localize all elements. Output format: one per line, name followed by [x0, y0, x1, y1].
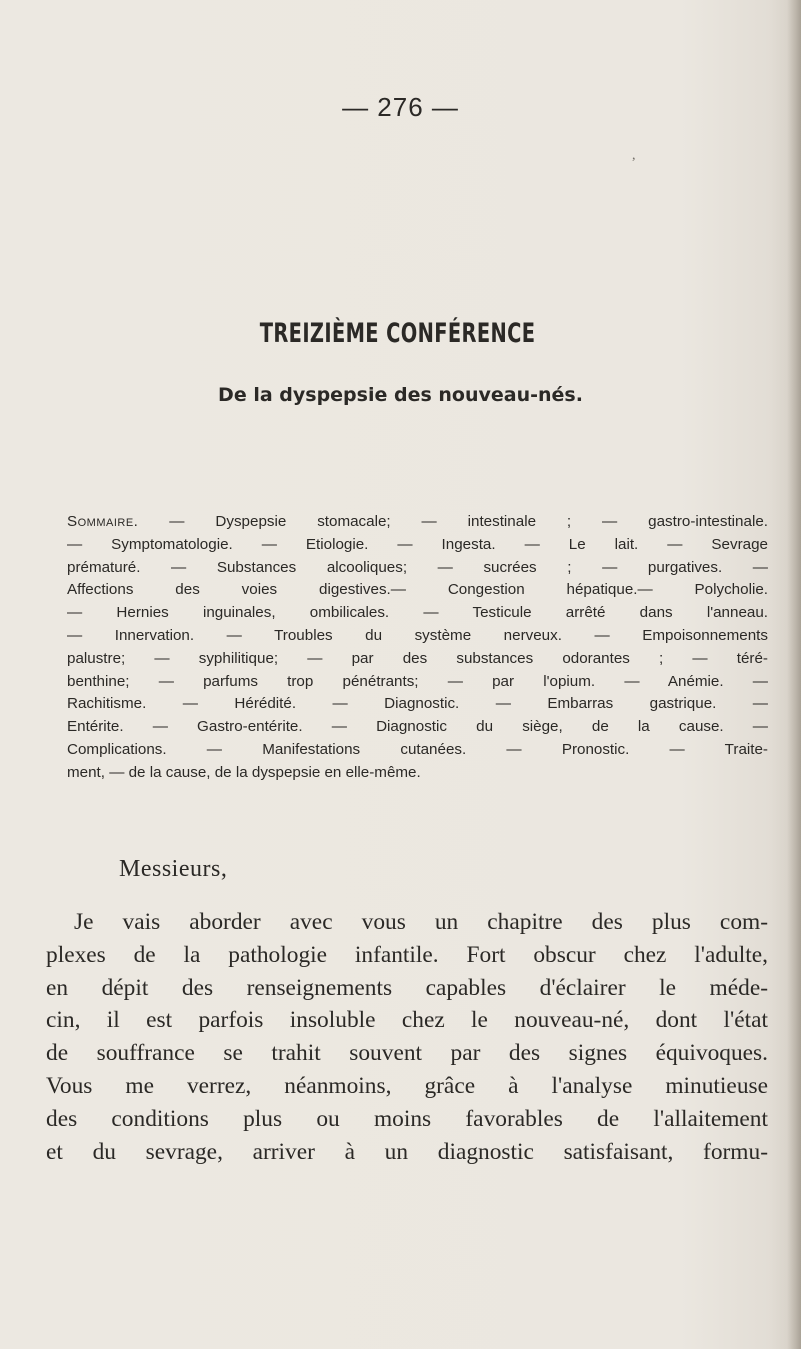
summary-label: Sommaire. — [67, 513, 139, 530]
body-line: Je vais aborder avec vous un chapitre des plus com- — [74, 909, 768, 935]
chapter-subtitle: De la dyspepsie des nouveau-nés. — [218, 384, 583, 406]
summary-line — [46, 511, 768, 534]
body-line: et du sevrage, arriver à un diagnostic satisfaisant, formu- — [46, 1138, 768, 1165]
summary-line: Complications. — Manifestations cutanées. — Pronostic. — Traite- — [67, 740, 768, 758]
body-line: des conditions plus ou moins favorables de l'allaitement — [46, 1105, 768, 1132]
summary-line: prématuré. — Substances alcooliques; — sucrées ; — purgatives. — — [67, 558, 768, 576]
summary-line: — Hernies inguinales, ombilicales. — Testicule arrêté dans l'anneau. — [67, 604, 768, 622]
summary-line: — Symptomatologie. — Etiologie. — Ingesta. — Le lait. — Sevrage — [67, 535, 768, 553]
body-line: en dépit des renseignements capables d'éclairer le méde- — [46, 974, 768, 1001]
body-line: plexes de la pathologie infantile. Fort obscur chez l'adulte, — [46, 941, 768, 968]
summary-line: — Innervation. — Troubles du système nerveux. — Empoisonnements — [67, 626, 768, 644]
body-line: cin, il est parfois insoluble chez le nouveau-né, dont l'état — [46, 1007, 768, 1034]
summary-line: Entérite. — Gastro-entérite. — Diagnostic du siège, de la cause. — — [67, 718, 768, 736]
page-number: — 276 — — [342, 92, 459, 122]
page-edge-shadow — [787, 0, 801, 1349]
summary-block — [46, 511, 768, 785]
summary-line: ment, — de la cause, de la dyspepsie en elle-même. — [67, 763, 421, 781]
summary-line: palustre; — syphilitique; — par des substances odorantes ; — téré- — [67, 649, 768, 667]
summary-line-text: — Dyspepsie stomacale; — intestinale ; — gastro-intestinale. — [138, 513, 768, 530]
summary-line: benthine; — parfums trop pénétrants; — par l'opium. — Anémie. — — [67, 672, 768, 690]
summary-line: Rachitisme. — Hérédité. — Diagnostic. — Embarras gastrique. — — [67, 695, 768, 713]
ink-speck: , — [632, 148, 636, 163]
body-line: Vous me verrez, néanmoins, grâce à l'analyse minutieuse — [46, 1072, 768, 1099]
chapter-title: TREIZIÈME CONFÉRENCE — [259, 318, 536, 349]
summary-line: Affections des voies digestives.— Congestion hépatique.— Polycholie. — [67, 581, 768, 599]
body-line: de souffrance se trahit souvent par des signes équivoques. — [46, 1040, 768, 1067]
salutation: Messieurs, — [119, 856, 228, 882]
body-paragraph — [46, 906, 768, 1168]
